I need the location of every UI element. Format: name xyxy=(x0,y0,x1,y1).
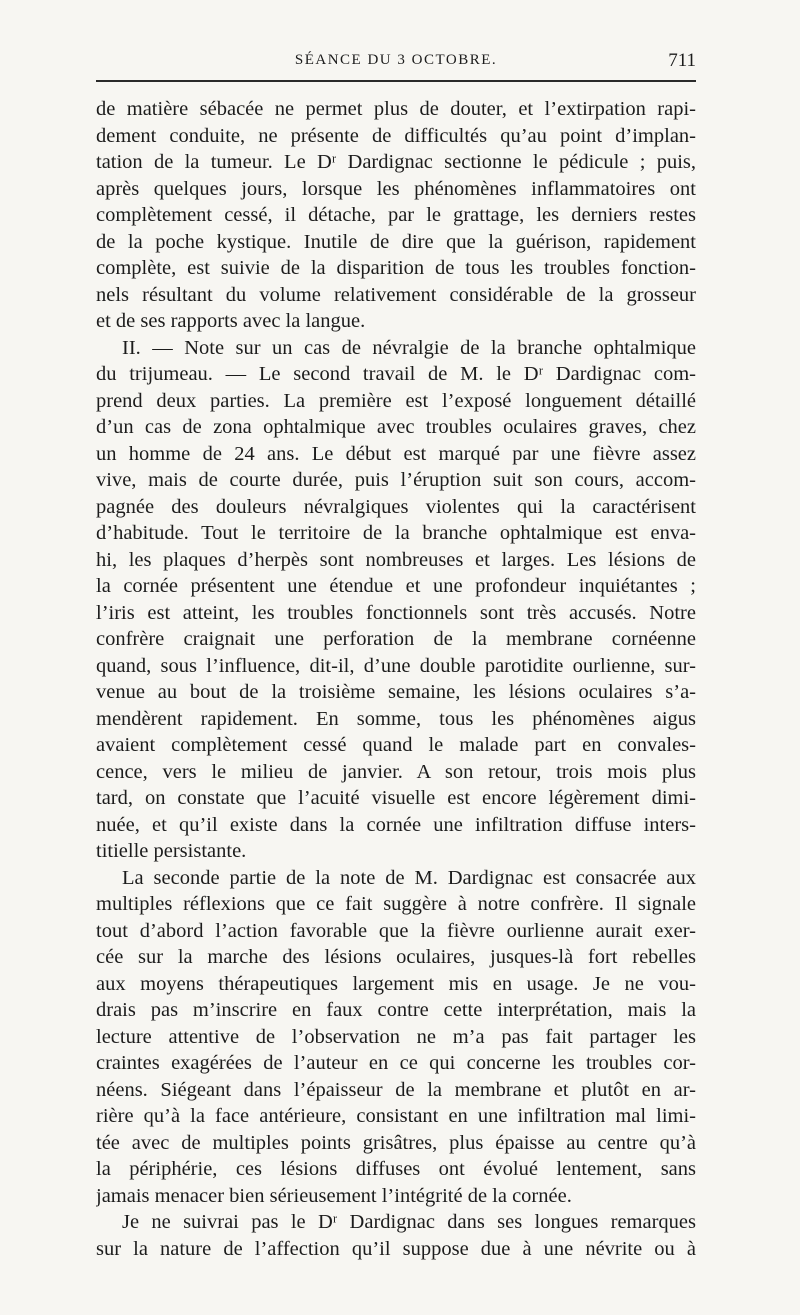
text-line: la périphérie, ces lésions diffuses ont évolué lentement, sans xyxy=(96,1158,696,1180)
text-line: quand, sous l’influence, dit-il, d’une double parotidite ourlienne, sur- xyxy=(96,654,696,677)
text-line: nels résultant du volume relativement considérable de la grosseur xyxy=(96,283,696,306)
text-line: l’iris est atteint, les troubles fonctionnels sont très accusés. Notre xyxy=(96,601,696,624)
text-line: La seconde partie de la note de M. Dardignac est consacrée aux xyxy=(122,866,696,889)
text-line: pagnée des douleurs névralgiques violentes qui la caractérisent xyxy=(96,495,696,518)
text-line: de matière sébacée ne permet plus de douter, et l’extirpation rapi- xyxy=(96,98,696,120)
text-line: dement conduite, ne présente de difficultés qu’au point d’implan- xyxy=(96,124,696,147)
text-line: avaient complètement cessé quand le malade part en convales- xyxy=(96,734,696,756)
text-line: néens. Siégeant dans l’épaisseur de la membrane et plutôt en ar- xyxy=(96,1078,696,1101)
text-line: tout d’abord l’action favorable que la fièvre ourlienne aurait exer- xyxy=(96,919,696,942)
text-line: tation de la tumeur. Le Dʳ Dardignac sectionne le pédicule ; puis, xyxy=(96,151,696,173)
text-line: un homme de 24 ans. Le début est marqué par une fièvre assez xyxy=(96,442,696,465)
text-line: cée sur la marche des lésions oculaires, jusques-là fort rebelles xyxy=(96,946,696,968)
text-line: après quelques jours, lorsque les phénomènes inflammatoires ont xyxy=(96,177,696,200)
page-number: 711 xyxy=(668,50,696,71)
body-text xyxy=(96,96,696,1262)
text-line: titielle persistante. xyxy=(96,840,247,862)
text-line: tée avec de multiples points grisâtres, plus épaisse au centre qu’à xyxy=(96,1131,696,1154)
running-head xyxy=(96,50,696,74)
header-rule xyxy=(96,80,696,82)
text-line: complète, est suivie de la disparition de tous les troubles fonction- xyxy=(96,257,696,279)
text-line: vive, mais de courte durée, puis l’éruption suit son cours, accom- xyxy=(96,469,696,491)
text-line: multiples réflexions que ce fait suggère à notre confrère. Il signale xyxy=(96,893,696,915)
section-heading-line: II. — Note sur un cas de névralgie de la branche ophtalmique xyxy=(122,336,696,359)
text-line: aux moyens thérapeutiques largement mis en usage. Je ne vou- xyxy=(96,972,696,995)
text-line: mendèrent rapidement. En somme, tous les phénomènes aigus xyxy=(96,707,696,730)
text-line: lecture attentive de l’observation ne m’a pas fait partager les xyxy=(96,1025,696,1048)
text-line: du trijumeau. — Le second travail de M. le Dʳ Dardignac com- xyxy=(96,363,696,385)
text-line: venue au bout de la troisième semaine, les lésions oculaires s’a- xyxy=(96,681,696,703)
text-line: craintes exagérées de l’auteur en ce qui concerne les troubles cor- xyxy=(96,1052,696,1074)
text-line: complètement cessé, il détache, par le grattage, les derniers restes xyxy=(96,204,696,226)
text-line: drais pas m’inscrire en faux contre cette interprétation, mais la xyxy=(96,999,696,1021)
text-line: d’habitude. Tout le territoire de la branche ophtalmique est enva- xyxy=(96,522,696,544)
text-line: sur la nature de l’affection qu’il suppose due à une névrite ou à xyxy=(96,1237,696,1260)
text-line: hi, les plaques d’herpès sont nombreuses et larges. Les lésions de xyxy=(96,548,696,571)
text-line: rière qu’à la face antérieure, consistant en une infiltration mal limi- xyxy=(96,1105,696,1127)
text-line: confrère craignait une perforation de la membrane cornéenne xyxy=(96,628,696,650)
running-title: SÉANCE DU 3 OCTOBRE. xyxy=(294,52,498,68)
text-line: nuée, et qu’il existe dans la cornée une infiltration diffuse inters- xyxy=(96,813,696,836)
text-line: d’un cas de zona ophtalmique avec troubles oculaires graves, chez xyxy=(96,416,696,438)
text-line: et de ses rapports avec la langue. xyxy=(96,310,366,332)
text-line: de la poche kystique. Inutile de dire que la guérison, rapidement xyxy=(96,230,696,253)
text-line: jamais menacer bien sérieusement l’intégrité de la cornée. xyxy=(96,1184,572,1207)
text-line: cence, vers le milieu de janvier. A son retour, trois mois plus xyxy=(96,760,696,783)
text-line: la cornée présentent une étendue et une profondeur inquiétantes ; xyxy=(96,575,696,597)
text-line: Je ne suivrai pas le Dʳ Dardignac dans ses longues remarques xyxy=(122,1211,696,1233)
text-line: tard, on constate que l’acuité visuelle est encore légèrement dimi- xyxy=(96,787,696,809)
text-line: prend deux parties. La première est l’exposé longuement détaillé xyxy=(96,389,696,412)
